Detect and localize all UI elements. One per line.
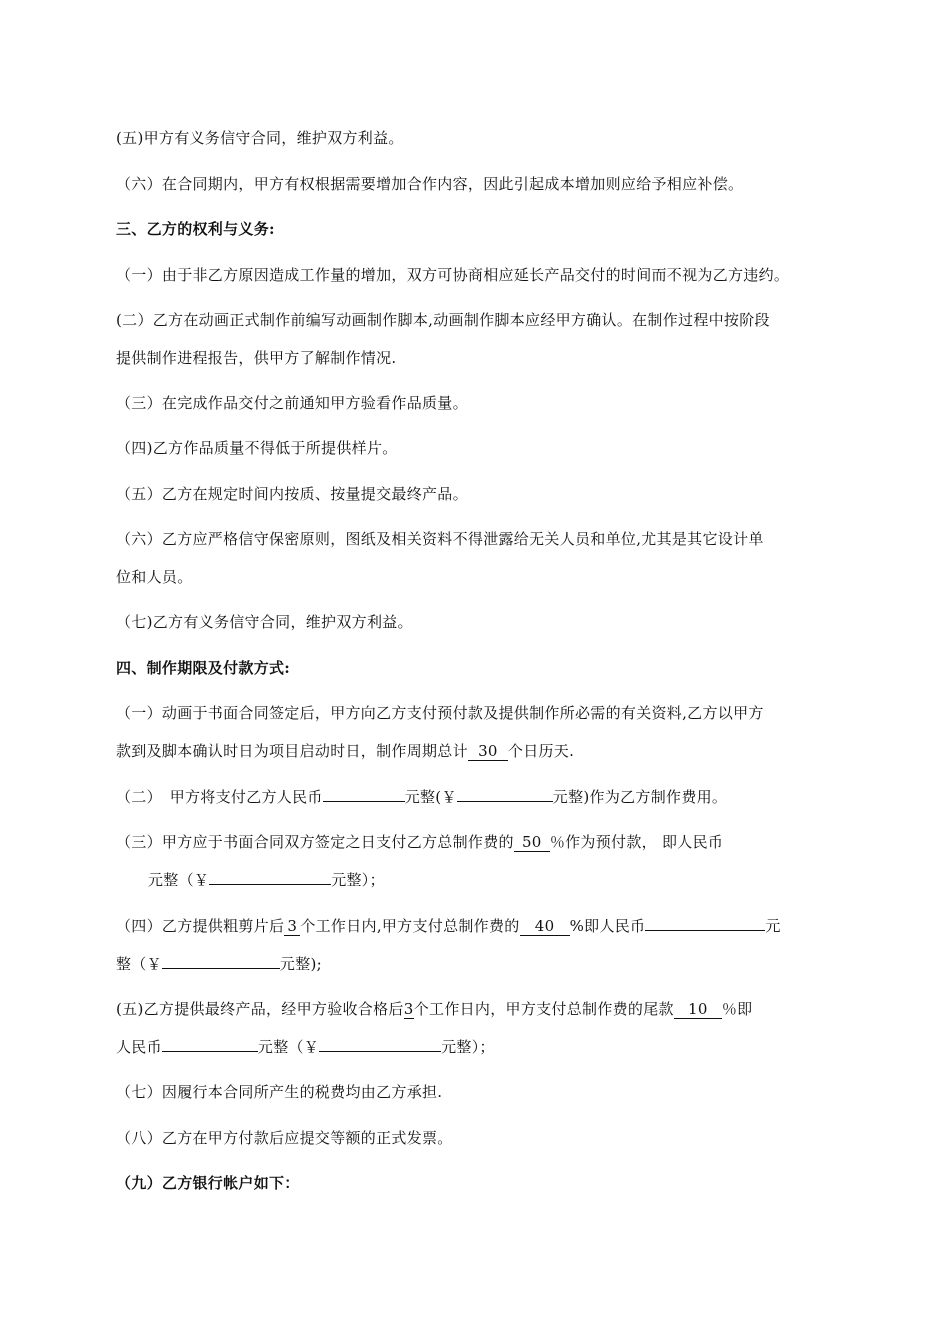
clause-p-3-line-2 (148, 870, 385, 890)
clause-b-7: （七)乙方有义务信守合同，维护双方利益。 (116, 613, 413, 631)
text-segment: 个日历天. (507, 742, 575, 760)
clause-p-2 (116, 787, 727, 807)
bank-account-heading: （九）乙方银行帐户如下： (116, 1174, 300, 1192)
section-4-heading: 四、制作期限及付款方式: (116, 659, 291, 677)
clause-p-5-line-2 (116, 1037, 495, 1057)
text-segment: 元整(￥ (404, 788, 457, 806)
clause-p-3-line-1 (116, 832, 723, 852)
text-segment: （三）甲方应于书面合同双方签定之日支付乙方总制作费的 (116, 833, 514, 851)
amount-blank (162, 1051, 258, 1052)
clause-b-2-line-1: (二）乙方在动画正式制作前编写动画制作脚本,动画制作脚本应经甲方确认。在制作过程中按阶段 (116, 311, 770, 329)
clause-b-2-line-2: 提供制作进程报告，供甲方了解制作情况. (116, 349, 397, 367)
clause-p-7: （七）因履行本合同所产生的税费均由乙方承担. (116, 1083, 443, 1101)
days-blank: 3 (403, 1000, 414, 1018)
clause-b-5: （五）乙方在规定时间内按质、按量提交最终产品。 (116, 485, 468, 503)
clause-party-a-5: (五)甲方有义务信守合同，维护双方利益。 (116, 129, 404, 147)
clause-b-1: （一）由于非乙方原因造成工作量的增加，双方可协商相应延长产品交付的时间而不视为乙方违约。 (116, 266, 790, 284)
clause-p-4-line-2 (116, 954, 322, 974)
days-blank: 3 (284, 917, 300, 936)
percent-blank: 10 (674, 1000, 722, 1019)
clause-b-6-line-1: （六）乙方应严格信守保密原则，图纸及相关资料不得泄露给无关人员和单位,尤其是其它设计单 (116, 530, 764, 548)
clause-party-a-6: （六）在合同期内，甲方有权根据需要增加合作内容，因此引起成本增加则应给予相应补偿。 (116, 175, 744, 193)
amount-blank (162, 968, 280, 969)
clause-p-1-line-1: （一）动画于书面合同签定后，甲方向乙方支付预付款及提供制作所必需的有关资料,乙方以甲方 (116, 704, 764, 722)
text-segment: 元整）； (331, 871, 385, 889)
text-segment: %即人民币 (569, 917, 646, 935)
amount-blank (457, 801, 553, 802)
text-segment: 元整)作为乙方制作费用。 (552, 788, 728, 806)
clause-b-3: （三）在完成作品交付之前通知甲方验看作品质量。 (116, 394, 468, 412)
days-blank: 30 (468, 742, 508, 761)
text-segment: 款到及脚本确认时日为项目启动时日，制作周期总计 (116, 742, 468, 760)
text-segment: （四）乙方提供粗剪片后 (116, 917, 285, 935)
amount-blank (645, 930, 765, 931)
clause-b-6-line-2: 位和人员。 (116, 568, 193, 586)
text-segment: ％即 (721, 1000, 753, 1018)
text-segment: 元整); (279, 955, 323, 973)
text-segment: 元整（￥ (148, 871, 210, 889)
clause-p-5-line-1 (116, 999, 752, 1019)
percent-blank: 40 (520, 917, 570, 936)
text-segment: 元整（￥ (257, 1038, 320, 1056)
clause-p-1-line-2 (116, 741, 574, 761)
clause-p-8: （八）乙方在甲方付款后应提交等额的正式发票。 (116, 1129, 453, 1147)
amount-blank (319, 1051, 441, 1052)
amount-blank (209, 884, 331, 885)
text-segment: （二） 甲方将支付乙方人民币 (116, 788, 323, 806)
text-segment: 个工作日内，甲方支付总制作费的尾款 (413, 1000, 674, 1018)
percent-blank: 50 (514, 833, 550, 852)
text-segment: 整（￥ (116, 955, 162, 973)
amount-blank (323, 801, 405, 802)
text-segment: 个工作日内,甲方支付总制作费的 (300, 917, 520, 935)
clause-b-4: （四)乙方作品质量不得低于所提供样片。 (116, 439, 398, 457)
clause-p-4-line-1 (116, 916, 781, 936)
text-segment: (五)乙方提供最终产品，经甲方验收合格后 (116, 1000, 404, 1018)
text-segment: 元 (765, 917, 781, 935)
section-3-heading: 三、乙方的权利与义务: (116, 220, 275, 238)
text-segment: 元整）； (441, 1038, 495, 1056)
text-segment: 人民币 (116, 1038, 162, 1056)
text-segment: ％作为预付款， 即人民币 (549, 833, 724, 851)
